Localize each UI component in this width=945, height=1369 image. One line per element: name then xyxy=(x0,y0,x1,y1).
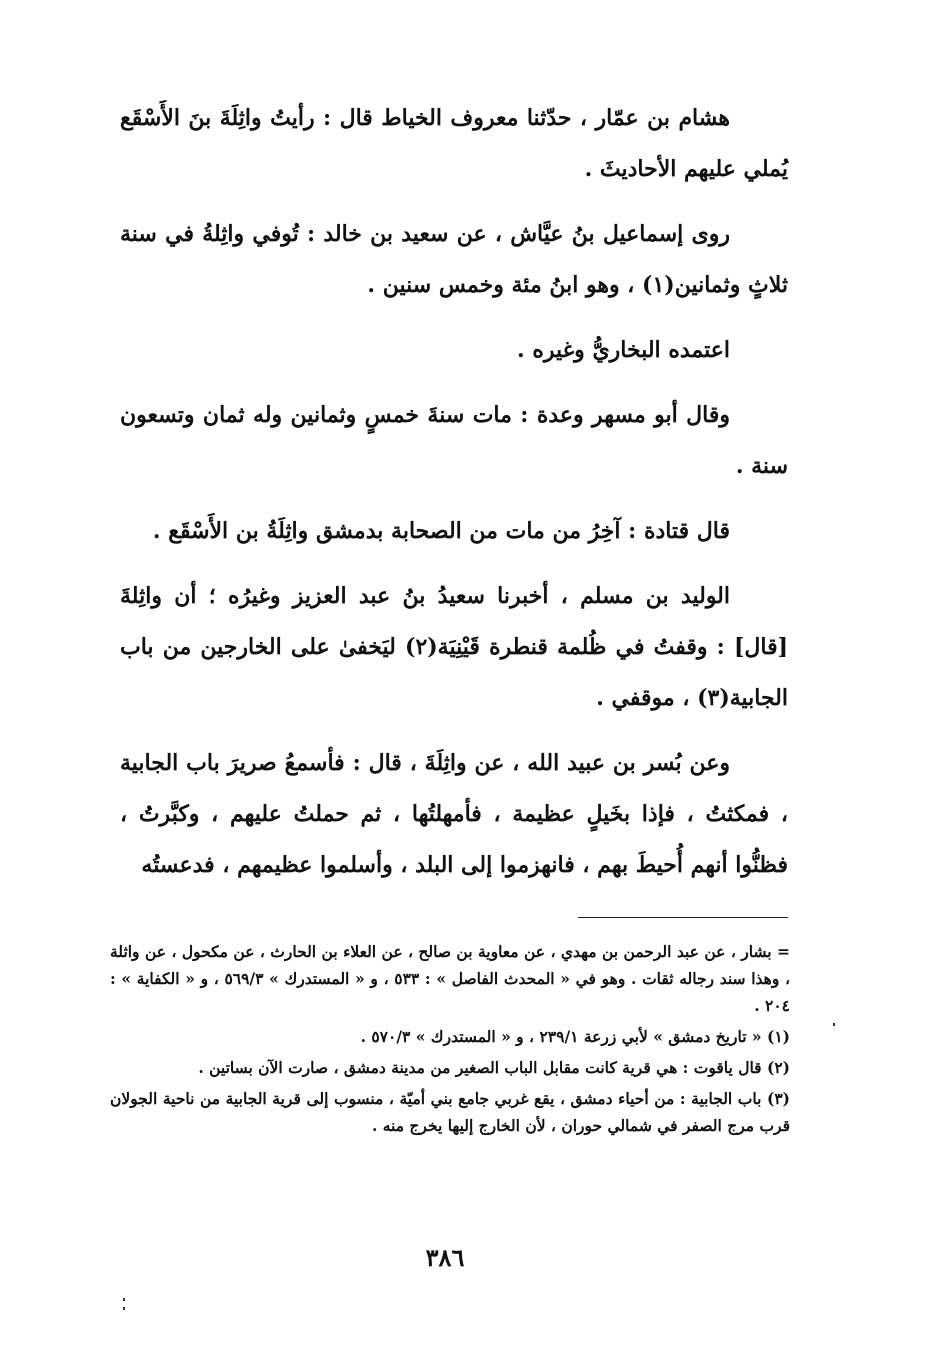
page-number: ٣٨٦ xyxy=(425,1243,465,1272)
footnote-divider xyxy=(578,917,788,918)
paragraph-7: وعن بُسر بن عبيد الله ، عن واثِلَةَ ، قال : فأسمعُ صريرَ باب الجابية ، فمكثتُ ، فإذا بخَيلٍ عظيمة ، فأمهلتُها ، ثم حملتُ عليهم ، وكبَّرتُ ، فظنُّوا أنهم أُحيطَ بهم ، فانهزموا إلى البلد ، وأسلموا عظيمهم ، فدعستُه xyxy=(120,750,788,878)
footnote-2: (٢) قال ياقوت : هي قرية كانت مقابل الباب الصغير من مدينة دمشق ، صارت الآن بساتين . xyxy=(198,1058,790,1077)
main-text xyxy=(120,93,788,891)
scan-speck xyxy=(123,1307,125,1310)
paragraph-3: اعتمده البخاريُّ وغيره . xyxy=(517,337,730,363)
paragraph-4: وقال أبو مسهر وعدة : مات سنةَ خمسٍ وثمانين وله ثمان وتسعون سنة . xyxy=(120,402,788,479)
paragraph-5: قال قتادة : آخِرُ من مات من الصحابة بدمشق واثِلَةُ بن الأَسْقَع . xyxy=(152,518,730,544)
footnotes xyxy=(110,938,790,1139)
scan-speck xyxy=(833,1023,835,1026)
paragraph-6: الوليد بن مسلم ، أخبرنا سعيدُ بنُ عبد العزيز وغيرُه ؛ أن واثِلةَ [قال] : وقفتُ في ظُلمة قنطرة قَيْنِيَة(٢) ليَخفىٰ على الخارجين من باب الجابية(٣) ، موقفي . xyxy=(120,583,788,711)
footnote-continuation: = بشار ، عن عبد الرحمن بن مهدي ، عن معاوية بن صالح ، عن العلاء بن الحارث ، عن مكحول ، عن واثلة ، وهذا سند رجاله ثقات . وهو في « المحدث الفاصل » : ٥٣٣ ، و « المستدرك » ٥٦٩/٣ ، و « الكفاية » : ٢٠٤ . xyxy=(110,942,790,1015)
paragraph-1: هشام بن عمّار ، حدّثنا معروف الخياط قال : رأيتُ واثِلَةَ بنَ الأَسْقَع يُملي عليهم الأحاديثَ . xyxy=(120,105,788,182)
scan-speck xyxy=(123,1298,125,1301)
paragraph-2: روى إسماعيل بنُ عيَّاش ، عن سعيد بن خالد : تُوفي واثِلةُ في سنة ثلاثٍ وثمانين(١) ، وهو ابنُ مئة وخمس سنين . xyxy=(120,221,788,298)
footnote-3: (٣) باب الجابية : من أحياء دمشق ، يقع غربي جامع بني أميّة ، منسوب إلى قرية الجابية من ناحية الجولان قرب مرج الصفر في شمالي حوران ، لأن الخارج إليها يخرج منه . xyxy=(110,1089,790,1135)
footnote-1: (١) « تاريخ دمشق » لأبي زرعة ٢٣٩/١ ، و « المستدرك » ٥٧٠/٣ . xyxy=(360,1027,790,1046)
